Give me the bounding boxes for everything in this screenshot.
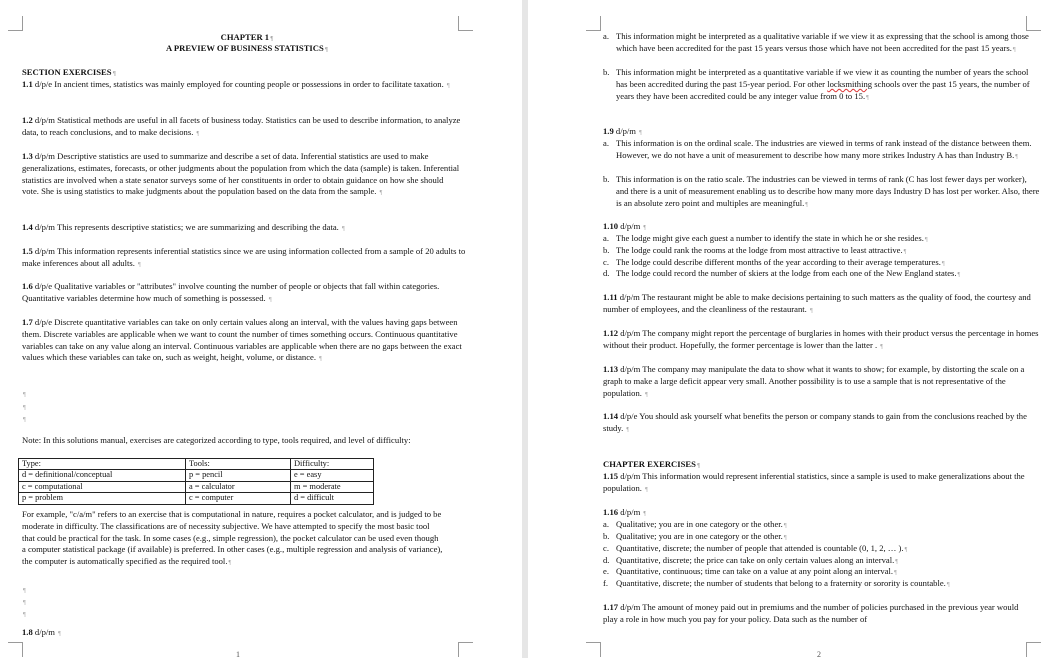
exercise-number: 1.11 [603, 292, 618, 302]
item-text: Quantitative, continuous; time can take on a value at any point along an interval. ¶ [616, 566, 1041, 580]
item-label: a. [603, 138, 609, 148]
exercise-code: d/p/m [34, 151, 55, 161]
exercise-1-15 [603, 471, 1033, 497]
exercise-text: In ancient times, statistics was mainly employed for counting people or possessions in order to facilitate taxation. [54, 79, 444, 89]
exercise-code: d/p/m [620, 221, 641, 231]
exercise-code: d/p/m [620, 602, 641, 612]
empty-paragraph [22, 388, 26, 402]
document-page-2 [528, 0, 1054, 658]
section-heading: SECTION EXERCISES ¶ [22, 67, 116, 81]
exercise-text: Discrete quantitative variables can take on only certain values along an interval, with the values having gaps between them. Discrete variables are applicable when we want to count the number of times something occurs. Continuous quantitative variables can take on any value along an interval. Continuous variables are applicable when there are no gaps between the exact values which these variables can take on, such as weight, height, volume, or distance. [22, 317, 462, 363]
item-text: Quantitative, discrete; the price can take on only certain values along an interval. ¶ [616, 555, 1041, 569]
crop-mark-bottom-right [458, 642, 473, 657]
empty-paragraph [22, 608, 26, 622]
item-text: This information is on the ordinal scale. The industries are viewed in terms of rank instead of the distance between them. However, we do not have a unit of measurement to describe how many more strikes Industry A has than Industry B. ¶ [616, 138, 1041, 164]
exercise-number: 1.8 [22, 627, 33, 637]
exercise-code: d/p/m [34, 115, 55, 125]
item-label: d. [603, 268, 610, 278]
item-label: b. [603, 67, 610, 77]
table-cell: c = computer [186, 493, 291, 504]
table-cell: d = definitional/conceptual [19, 470, 186, 481]
exercise-number: 1.17 [603, 602, 619, 612]
item-text: This information might be interpreted as a qualitative variable if we view it as expressing that the school is among those which have been accredited for the past 15 years versus those which have not been accredited for the past 15 years. ¶ [616, 31, 1041, 57]
exercise-code: d/p/e [620, 411, 638, 421]
item-label: a. [603, 519, 609, 529]
item-label: b. [603, 245, 610, 255]
exercise-code: d/p/m [620, 507, 641, 517]
exercise-1-4 [22, 222, 472, 236]
item-text: Qualitative; you are in one category or the other. ¶ [616, 519, 1041, 533]
table-row [19, 481, 374, 492]
crop-mark-bottom-right [1026, 642, 1041, 657]
exercise-text: You should ask yourself what benefits the person or company stands to gain from the conclusions reached by the study. [603, 411, 1027, 433]
exercise-1-6 [22, 281, 462, 307]
item-label: b. [603, 174, 610, 184]
exercise-code: d/p/m [34, 246, 55, 256]
exercise-text: This information represents inferential statistics since we are using information collected from a sample of 20 adults to make inferences about all adults. [22, 246, 466, 268]
exercise-number: 1.10 [603, 221, 619, 231]
item-text-part: schools over the past 15 years, the number of years they have been accredited could be any integer value from 0 to 15. [616, 78, 1030, 101]
item-label: a. [603, 233, 609, 243]
exercise-number: 1.6 [22, 281, 33, 291]
item-text: Quantitative, discrete; the number of students that belong to a fraternity or sorority is countable. ¶ [616, 578, 1041, 592]
item-text: The lodge could record the number of skiers at the lodge from each one of the New England states. ¶ [616, 268, 1041, 282]
crop-mark-top-left [8, 16, 23, 31]
exercise-code: d/p/m [620, 328, 641, 338]
exercise-text: Descriptive statistics are used to summarize and describe a set of data. Inferential statistics are used to make generalizations, estimates, forecasts, or other judgments about the population from which the data (sample) is taken. Inferential statistics are involved when a state senator surveys some of her constituents in order to obtain guidance on how she should vote. She is using statistics to make judgments about the population based on the data from the sample. [22, 151, 460, 197]
crop-mark-top-right [1026, 16, 1041, 31]
table-row [19, 470, 374, 481]
exercise-number: 1.7 [22, 317, 33, 327]
table-cell: p = problem [19, 493, 186, 504]
item-label: c. [603, 257, 609, 267]
item-text: Qualitative; you are in one category or the other. ¶ [616, 531, 1041, 545]
exercise-text: This represents descriptive statistics; we are summarizing and describing the data. [56, 222, 339, 232]
exercise-number: 1.14 [603, 411, 619, 421]
exercise-number: 1.12 [603, 328, 619, 338]
item-text: The lodge could rank the rooms at the lodge from most attractive to least attractive. ¶ [616, 245, 1041, 259]
item-text [616, 67, 1041, 104]
table-cell: e = easy [291, 470, 374, 481]
item-text: Quantitative, discrete; the number of people that attended is countable (0, 1, 2, … ). ¶ [616, 543, 1041, 557]
exercise-text: The restaurant might be able to make decisions pertaining to such matters as the quality of food, the courtesy and number of employees, and the cleanliness of the restaurant. [603, 292, 1031, 314]
exercise-code: d/p/m [619, 292, 640, 302]
exercise-code: d/p/m [34, 222, 55, 232]
table-row [19, 493, 374, 504]
exercise-number: 1.1 [22, 79, 33, 89]
classification-note: Note: In this solutions manual, exercises are categorized according to type, tools required, and level of difficulty: [22, 435, 411, 445]
exercise-number: 1.15 [603, 471, 619, 481]
table-cell: a = calculator [186, 481, 291, 492]
exercise-text: Statistical methods are useful in all facets of business today. Statistics can be used to describe information, to analyze data, to reach conclusions, and to make decisions. [22, 115, 461, 137]
item-text-part: This information might be interpreted as a quantitative variable if we view it as counting the number of years the school has been accredited during the past 15-year period. For other [616, 67, 1029, 89]
table-cell: m = moderate [291, 481, 374, 492]
table-cell: d = difficult [291, 493, 374, 504]
item-label: c. [603, 543, 609, 553]
exercise-number: 1.5 [22, 246, 33, 256]
item-text: The lodge might give each guest a number to identify the state in which he or she resides. ¶ [616, 233, 1041, 247]
exercise-text: The amount of money paid out in premiums and the number of policies purchased in the previous year would play a role in how much you pay for your policy. Data such as the number of [603, 602, 1019, 624]
exercise-number: 1.2 [22, 115, 33, 125]
exercise-code: d/p/e [34, 317, 53, 327]
exercise-text: Qualitative variables or "attributes" involve counting the number of people or objects that fall within categories. Quantitative variables determine how much of something is possessed. [22, 281, 440, 303]
exercise-text: The company might report the percentage of burglaries in homes with their product versus the percentage in homes without their product. Hopefully, the former percentage is lower than the latter . [603, 328, 1039, 350]
exercise-1-2 [22, 115, 472, 141]
crop-mark-bottom-left [586, 642, 601, 657]
exercise-text: This information would represent inferential statistics, since a sample is used to make generalizations about the population. [603, 471, 1025, 493]
item-label: d. [603, 555, 610, 565]
table-header-row [19, 459, 374, 470]
crop-mark-top-right [458, 16, 473, 31]
item-label: f. [603, 578, 609, 588]
item-text: The lodge could describe different months of the year according to their average temperatures. ¶ [616, 257, 1041, 271]
document-page-1 [0, 0, 522, 658]
table-cell: p = pencil [186, 470, 291, 481]
item-label: a. [603, 31, 609, 41]
exercise-number: 1.9 [603, 126, 614, 136]
table-header-cell: Tools: [186, 459, 291, 470]
exercise-number: 1.3 [22, 151, 33, 161]
exercise-1-3 [22, 151, 462, 200]
exercise-number: 1.13 [603, 364, 619, 374]
exercise-1-17 [603, 602, 1033, 626]
classification-table [18, 458, 374, 505]
table-header-cell: Type: [19, 459, 186, 470]
exercise-1-8-heading [22, 627, 61, 641]
exercise-code: d/p/e [34, 79, 53, 89]
chapter-exercises-heading: CHAPTER EXERCISES ¶ [603, 459, 700, 473]
exercise-code: d/p/m [620, 364, 641, 374]
page-number: 1 [236, 650, 240, 658]
item-text: This information is on the ratio scale. The industries can be viewed in terms of rank (C has lost fewer days per worker), and there is a unit of measurement enabling us to describe how many more days Industry D has lost per worker. Also, there is an absolute zero point and multiples are meaningful. ¶ [616, 174, 1041, 211]
page-number: 2 [817, 650, 821, 658]
spelling-error-word[interactable]: locksmithing [827, 78, 873, 89]
exercise-code: d/p/m [34, 627, 55, 637]
item-label: e. [603, 566, 609, 576]
exercise-1-11 [603, 292, 1041, 318]
exercise-1-12 [603, 328, 1043, 354]
exercise-code: d/p/m [620, 471, 641, 481]
exercise-code: d/p/m [615, 126, 636, 136]
table-cell: c = computational [19, 481, 186, 492]
crop-mark-top-left [586, 16, 601, 31]
chapter-subtitle: A PREVIEW OF BUSINESS STATISTICS ¶ [22, 43, 472, 57]
chapter-title: CHAPTER 1 ¶ [22, 32, 472, 46]
exercise-1-13 [603, 364, 1033, 401]
exercise-1-1 [22, 79, 472, 93]
exercise-number: 1.16 [603, 507, 619, 517]
crop-mark-bottom-left [8, 642, 23, 657]
empty-paragraph [22, 413, 26, 427]
exercise-1-7 [22, 317, 462, 366]
table-header-cell: Difficulty: [291, 459, 374, 470]
item-label: b. [603, 531, 610, 541]
exercise-text: The company may manipulate the data to show what it wants to show; for example, by distorting the scale on a graph to make a large deficit appear very small. Another possibility is to use a sample that is not representative of the population. [603, 364, 1025, 398]
exercise-1-14 [603, 411, 1033, 437]
exercise-1-5 [22, 246, 472, 272]
exercise-code: d/p/e [34, 281, 53, 291]
exercise-number: 1.4 [22, 222, 33, 232]
classification-example: For example, "c/a/m" refers to an exercise that is computational in nature, requires a pocket calculator, and is judged to be moderate in difficulty. The classifications are of necessity subjective. We have attempted to specify the most basic tool that could be practical for the task. In some cases (e.g., simple regression), the pocket calculator can be used even though a computer statistical package (if available) is preferred. In other cases (e.g., multiple regression and analysis of variance), the computer is automatically specified as the required tool. ¶ [22, 509, 444, 570]
